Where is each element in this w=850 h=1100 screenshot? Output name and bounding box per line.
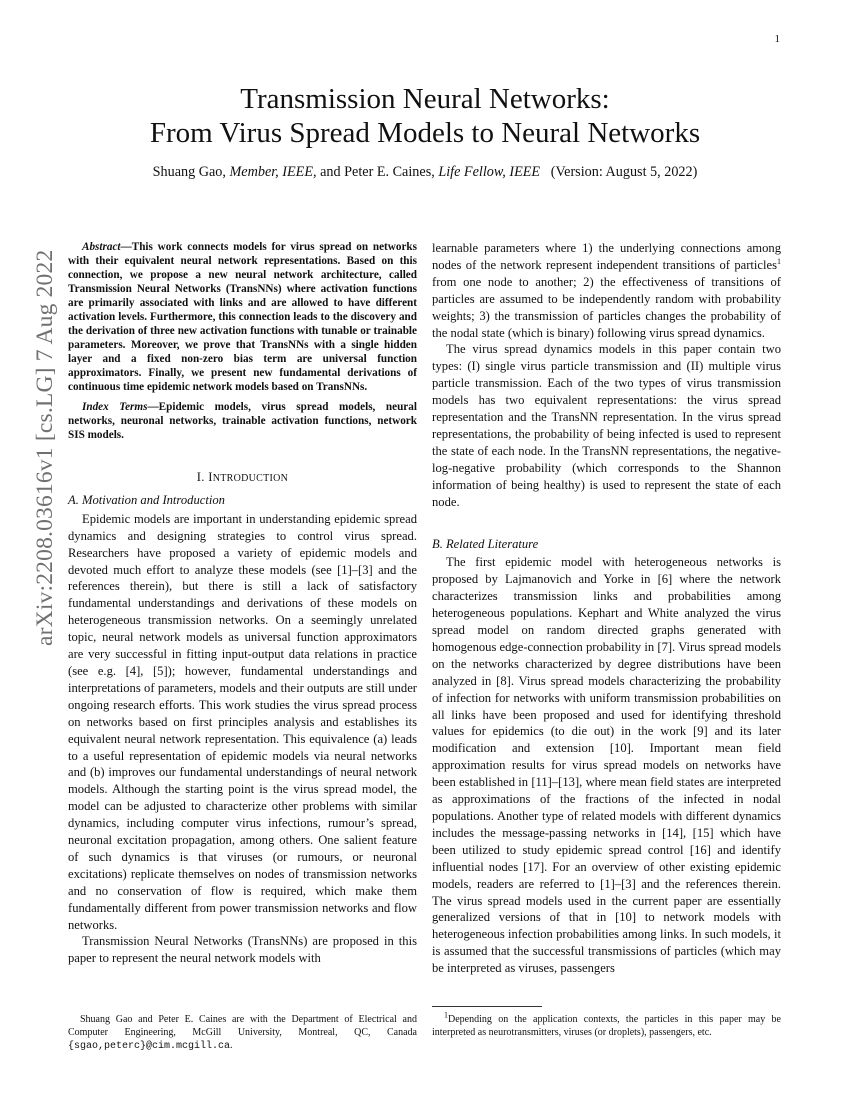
title-line-1: Transmission Neural Networks: [240,83,610,115]
paragraph: The virus spread dynamics models in this paper contain two types: (I) single virus particle transmission and (II) multiple virus particle transmission. Each of the two types of virus transmission models has two equivalent representations: the virus spread representation and the TransNN representation. In the virus spread representations, the probability of being infected is used to represent the state of each node. In the TransNN representations, the negative-log-negative probability (which corresponds to the Shannon information of being healthy) is used to represent the state of each node. [432,342,781,509]
subsection-heading-motivation: A. Motivation and Introduction [68,492,225,507]
title-line-2: From Virus Spread Models to Neural Networks [149,117,701,149]
paragraph: The first epidemic model with heterogeneous networks is proposed by Lajmanovich and Yorke in [6] where the network characterizes transmission links and probabilities among heterogeneous populations. Kephart and White analyzed the virus spread model on random directed graphs generated with homogenous edge-connection probability in [7]. Virus spread models on the networks characterized by degree distributions have been analyzed in [8]. Virus spread models characterizing the probability of infection for networks with uniform transmission probabilities on all links have been proposed and used for identifying threshold values for epidemics (to die out) in the work [9] and its later modification and extension [10]. Important mean field approximation results for virus spread models on networks have been established in [11]–[13], where mean field states are interpreted as approximations of the fractions of the infected in nodal populations. Another type of related models with different dynamics includes the message-passing networks in [14], [15] which have been utilized to study epidemic spread control [16] and identify influential nodes [17]. For an overview of other existing epidemic models, readers are referred to [1]–[3] and the references therein. The virus spread models used in the current paper are essentially generalized versions of that in [10] to network models with heterogeneous infection probabilities among links. In such models, it is assumed that the successful transmissions of particles (which may be interpreted as viruses, passengers [432,555,781,976]
subsection-heading-related-literature: B. Related Literature [432,536,539,551]
affiliation-footnote: Shuang Gao and Peter E. Caines are with the Department of Electrical and Computer Engineering, McGill University, Montreal, QC, Canada {sgao,peterc}@cim.mcgill.ca. [68,1014,417,1052]
author-1-name: Shuang Gao, [152,164,230,180]
right-column [432,240,781,977]
left-column [68,240,417,967]
paragraph: Epidemic models are important in understanding epidemic spread dynamics and designing strategies to control virus spread. Researchers have proposed a variety of epidemic models and devoted much effort to analyze these models (see [1]–[3] and the references therein), but there is still a lack of satisfactory fundamental understandings and derivations of these models on heterogeneous transmission networks. On a seemingly unrelated topic, neural network models as universal function approximators are very successful in fitting input-output data relations in practice (see e.g. [4], [5]); however, fundamental understandings and interpretations of parameters, models and their outputs are still under ongoing research efforts. This work studies the virus spread process on networks based on first principles analysis and establishes its equivalent neural network representation. This equivalence (a) leads to a useful representation of epidemic models via neural networks and (b) improves our fundamental understandings of neural network models. Although the starting point is the virus spread model, the model can be adjusted to characterize other problems with similar dynamics, including computer virus infections, rumour’s spread, neuronal excitation propagation, among others. One salient feature of such dynamics is that viruses (or rumours, or neuronal excitations) replicate themselves on nodes of transmission networks and no conservation of flow is required, which make them fundamentally different from power transmission networks and flow networks. [68,511,417,932]
index-terms-label: Index Terms [82,401,148,413]
footnote-number: 1 [444,1010,448,1020]
paragraph: Transmission Neural Networks (TransNNs) are proposed in this paper to represent the neural network models with [68,934,417,966]
arxiv-sidebar-identifier: arXiv:2208.03616v1 [cs.LG] 7 Aug 2022 [32,249,58,646]
paragraph: learnable parameters where 1) the underlying connections among nodes of the network represent independent transitions of particles$^1$ from one node to another; 2) the effectiveness of transitions of particles are assumed to be independently random with probability weights; 3) the transmission of particles changes the probability of the nodal state (which is binary) following virus spread dynamics. [432,241,781,340]
version-date: (Version: August 5, 2022) [540,164,698,180]
footnote-1: $^1$Depending on the application contexts, the particles in this paper may be interpreted as neurotransmitters, viruses (or droplets), passengers, etc. [432,1010,781,1038]
author-2-name: , and Peter E. Caines, [313,164,439,180]
paper-title [0,82,850,150]
author-line [0,164,850,181]
author-1-role: Member, IEEE [229,164,314,180]
footnote-marker: 1 [777,256,781,266]
section-heading-introduction: I. INTRODUCTION [196,470,289,484]
abstract-text: —This work connects models for virus spread on networks with their equivalent neural network representations. Based on this connection, we propose a new neural network architecture, called Transmission Neural Networks (TransNNs) where activation functions are primarily associated with links and are allowed to have different activation levels. Furthermore, this connection leads to the discovery and the derivation of three new activation functions with tunable or trainable parameters. Moreover, we prove that TransNNs with a single hidden layer and a fixed non-zero bias term are universal function approximators. Finally, we present new fundamental derivations of continuous time epidemic network models based on TransNNs. [68,241,417,393]
page-number: 1 [774,33,780,45]
abstract-label: Abstract [82,241,121,253]
footnote-rule-right [432,1006,542,1007]
index-terms-text: —Epidemic models, virus spread models, neural networks, neuronal networks, trainable activation functions, network SIS models. [68,401,417,441]
author-emails: {sgao,peterc}@cim.mcgill.ca [68,1040,231,1052]
index-terms [68,400,417,442]
abstract [68,240,417,394]
author-2-role: Life Fellow, IEEE [438,164,541,180]
